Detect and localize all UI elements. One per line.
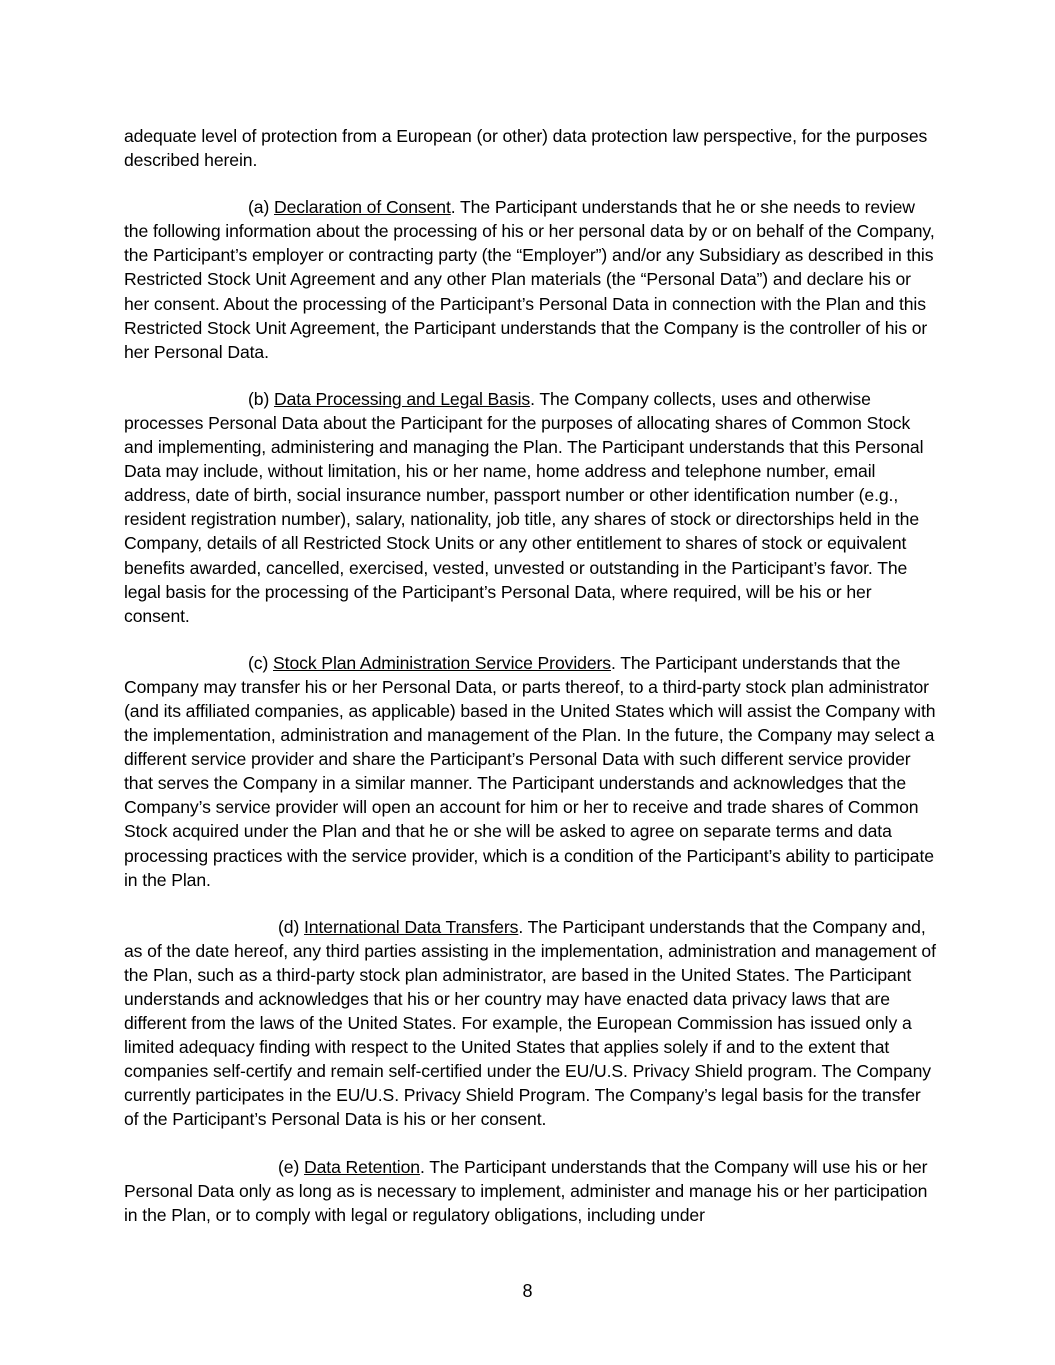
section-b-marker: (b) xyxy=(248,388,270,409)
section-b-body: . The Company collects, uses and otherwise processes Personal Data about the Participant for the purposes of allocating shares of Common Stock and implementing, administering and managing the Plan. The Participant understands that this Personal Data may include, without limitation, his or her name, home address and telephone number, email address, date of birth, social insurance number, passport number or other identification number (e.g., resident registration number), salary, nationality, job title, any shares of stock or directorships held in the Company, details of all Restricted Stock Units or any other entitlement to shares of stock or equivalent benefits awarded, cancelled, exercised, vested, unvested or outstanding in the Participant’s favor. The legal basis for the processing of the Participant’s Personal Data, where required, will be his or her consent. xyxy=(124,388,924,626)
section-d-body: . The Participant understands that the Company and, as of the date hereof, any third parties assisting in the implementation, administration and management of the Plan, such as a third-party stock plan administrator, are based in the United States. The Participant understands and acknowledges that his or her country may have enacted data privacy laws that are different from the laws of the United States. For example, the European Commission has issued only a limited adequacy finding with respect to the United States that applies solely if and to the extent that companies self-certify and remain self-certified under the EU/U.S. Privacy Shield program. The Company currently participates in the EU/U.S. Privacy Shield Program. The Company’s legal basis for the transfer of the Participant’s Personal Data is his or her consent. xyxy=(124,916,936,1130)
section-c-body: . The Participant understands that the Company may transfer his or her Personal Data, or parts thereof, to a third-party stock plan administrator (and its affiliated companies, as applicable) based in the United States which will assist the Company with the implementation, administration and management of the Plan. In the future, the Company may select a different service provider and share the Participant’s Personal Data with such different service provider that serves the Company in a similar manner. The Participant understands and acknowledges that the Company’s service provider will open an account for him or her to receive and trade shares of Common Stock acquired under the Plan and that he or she will be asked to agree on separate terms and data processing practices with the service provider, which is a condition of the Participant’s ability to participate in the Plan. xyxy=(124,652,936,890)
section-d-paragraph xyxy=(124,915,936,1132)
section-c-heading: Stock Plan Administration Service Providers xyxy=(273,652,611,673)
section-a-heading: Declaration of Consent xyxy=(274,197,451,218)
intro-paragraph: adequate level of protection from a European (or other) data protection law perspective, for the purposes described herein. xyxy=(124,126,928,171)
section-c-paragraph xyxy=(124,651,936,892)
section-e-paragraph xyxy=(124,1155,936,1227)
section-e-marker: (e) xyxy=(278,1156,300,1177)
section-b-heading: Data Processing and Legal Basis xyxy=(274,388,531,409)
section-c-marker: (c) xyxy=(248,652,269,673)
document-body xyxy=(124,124,936,1250)
section-e-body: . The Participant understands that the Company will use his or her Personal Data only as long as is necessary to implement, administer and manage his or her participation in the Plan, or to comply with legal or regulatory obligations, including under xyxy=(124,1156,928,1225)
section-a-marker: (a) xyxy=(248,197,270,218)
section-d-marker: (d) xyxy=(278,916,300,937)
page-number: 8 xyxy=(522,1281,533,1301)
section-a-paragraph xyxy=(124,195,936,364)
section-e-heading: Data Retention xyxy=(304,1156,420,1177)
section-a-body: . The Participant understands that he or she needs to review the following information about the processing of his or her personal data by or on behalf of the Company, the Participant’s employer or contracting party (the “Employer”) and/or any Subsidiary as described in this Restricted Stock Unit Agreement and any other Plan materials (the “Personal Data”) and declare his or her consent. About the processing of the Participant’s Personal Data in connection with the Plan and this Restricted Stock Unit Agreement, the Participant understands that the Company is the controller of his or her Personal Data. xyxy=(124,197,935,362)
section-d-heading: International Data Transfers xyxy=(304,916,519,937)
section-b-paragraph xyxy=(124,387,936,628)
